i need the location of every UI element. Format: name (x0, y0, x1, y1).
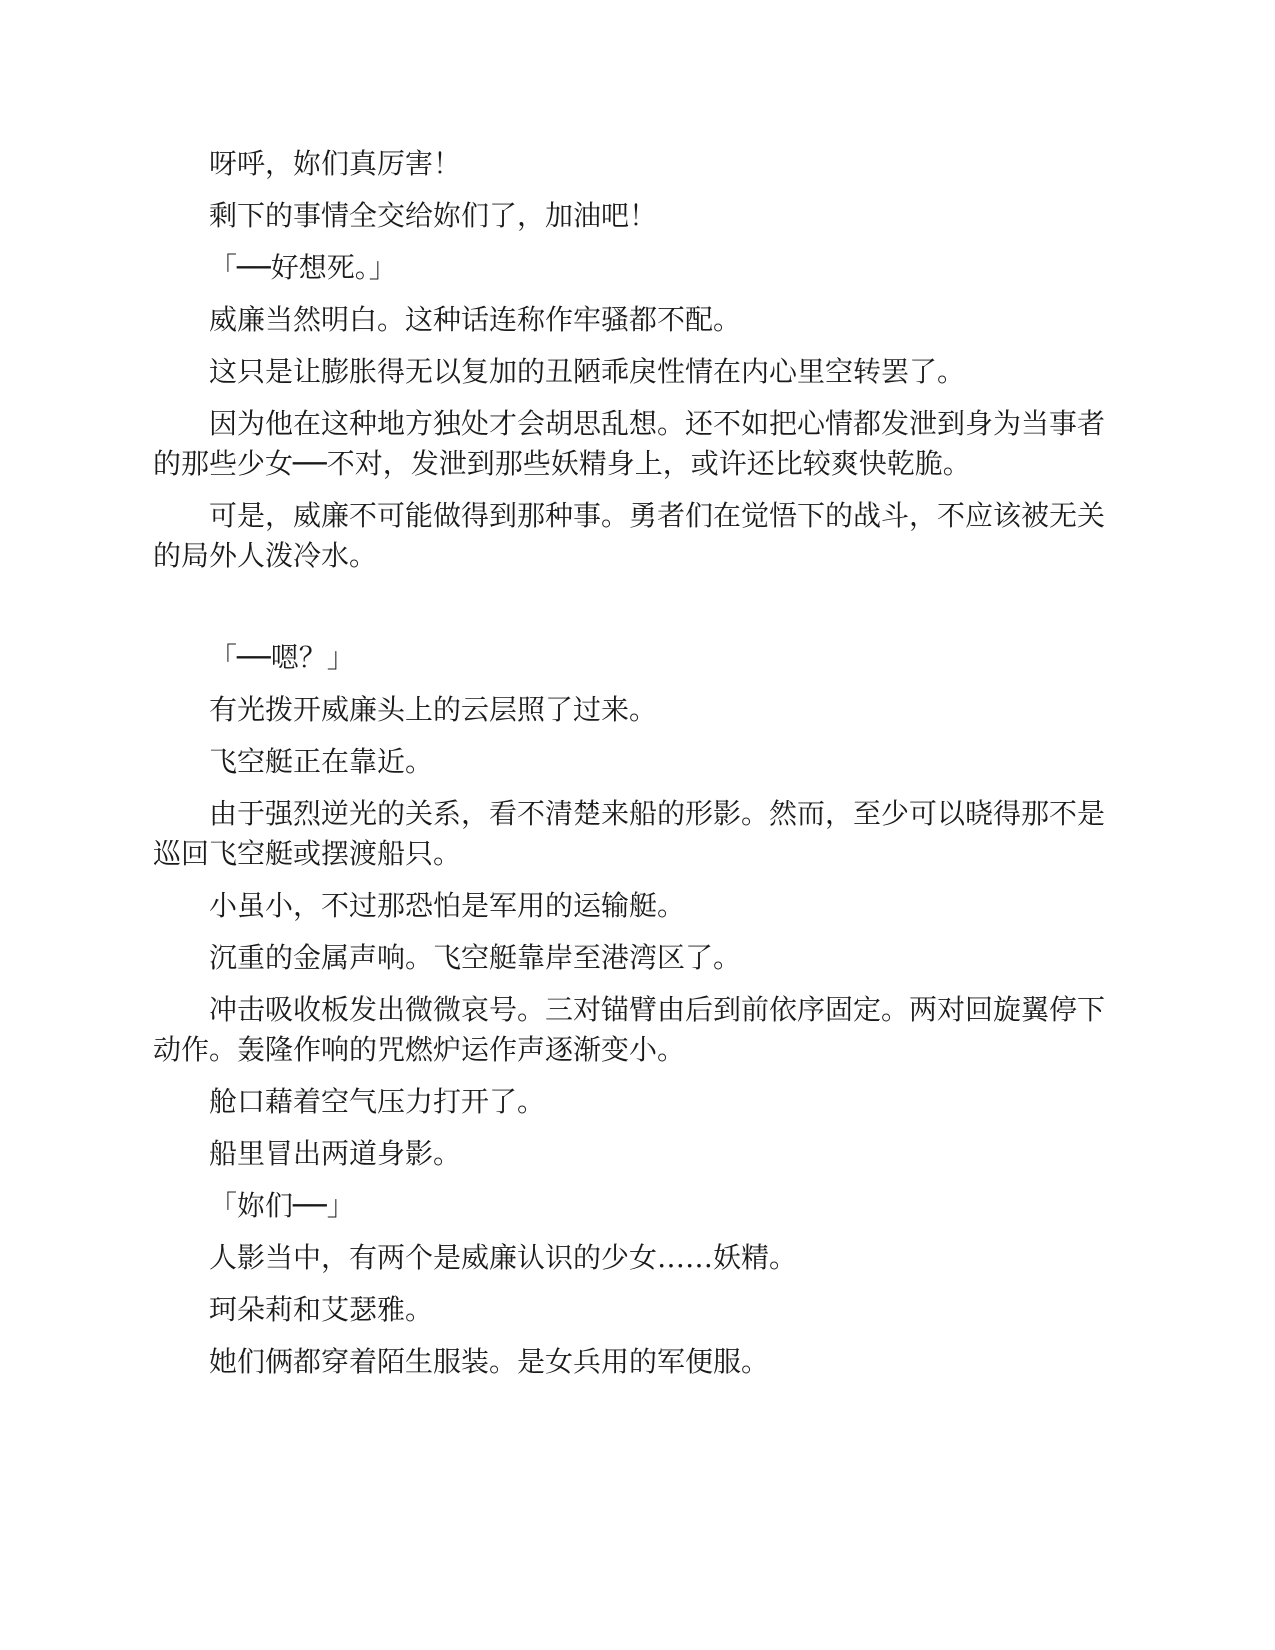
paragraph: 她们俩都穿着陌生服装。是女兵用的军便服。 (209, 1345, 770, 1378)
paragraph: 呀呼，妳们真厉害！ (209, 147, 462, 180)
paragraph: 沉重的金属声响。飞空艇靠岸至港湾区了。 (209, 941, 742, 974)
paragraph: 舱口藉着空气压力打开了。 (209, 1085, 546, 1118)
body-text (153, 144, 1128, 1394)
paragraph: 由于强烈逆光的关系，看不清楚来船的形影。然而，至少可以晓得那不是巡回飞空艇或摆渡船只。 (153, 797, 1106, 870)
section-break (153, 588, 1128, 638)
paragraph: 飞空艇正在靠近。 (209, 745, 434, 778)
paragraph: 因为他在这种地方独处才会胡思乱想。还不如把心情都发泄到身为当事者的那些少女──不对，发泄到那些妖精身上，或许还比较爽快乾脆。 (153, 407, 1106, 480)
paragraph: 威廉当然明白。这种话连称作牢骚都不配。 (209, 303, 742, 336)
paragraph: 小虽小，不过那恐怕是军用的运输艇。 (209, 889, 686, 922)
paragraph: 有光拨开威廉头上的云层照了过来。 (209, 693, 658, 726)
paragraph: 珂朵莉和艾瑟雅。 (209, 1293, 434, 1326)
paragraph: 剩下的事情全交给妳们了，加油吧！ (209, 199, 658, 232)
paragraph: 船里冒出两道身影。 (209, 1137, 462, 1170)
paragraph: 「妳们──」 (209, 1189, 355, 1222)
paragraph: 「──好想死。」 (209, 251, 397, 284)
paragraph: 可是，威廉不可能做得到那种事。勇者们在觉悟下的战斗，不应该被无关的局外人泼冷水。 (153, 499, 1106, 572)
paragraph: 人影当中，有两个是威廉认识的少女……妖精。 (209, 1241, 798, 1274)
paragraph: 冲击吸收板发出微微哀号。三对锚臂由后到前依序固定。两对回旋翼停下动作。轰隆作响的咒燃炉运作声逐渐变小。 (153, 993, 1106, 1066)
paragraph: 这只是让膨胀得无以复加的丑陋乖戾性情在内心里空转罢了。 (209, 355, 966, 388)
paragraph: 「──嗯？」 (209, 641, 355, 674)
